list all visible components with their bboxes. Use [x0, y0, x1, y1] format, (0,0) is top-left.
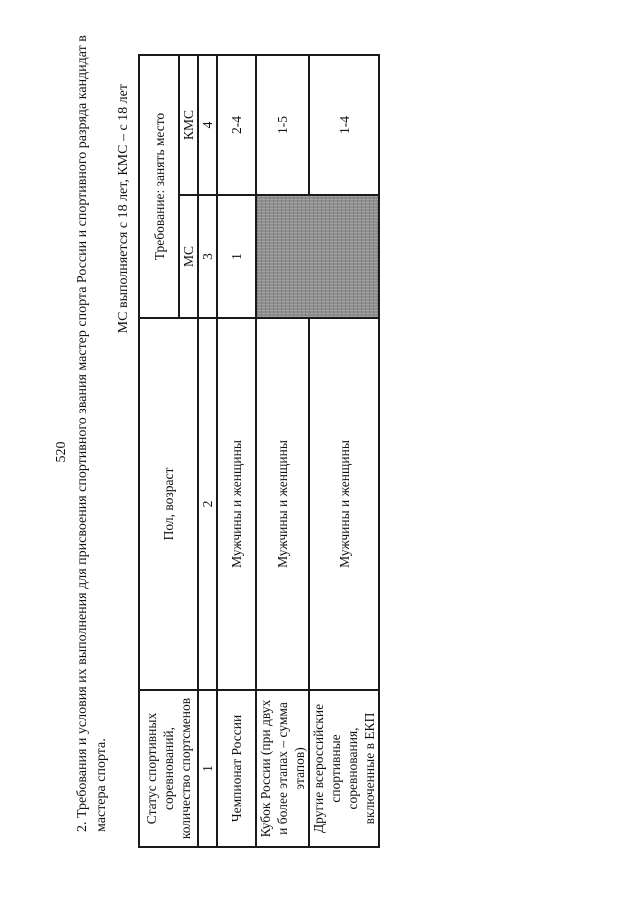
header-status: Статус спортивных соревнований, количество спортсменов — [139, 690, 198, 847]
row-status: Кубок России (при двух и более этапах – сумма этапов) — [256, 690, 309, 847]
row-kms-place: 1-4 — [309, 55, 379, 195]
column-number: 2 — [198, 318, 217, 690]
row-kms-place: 2-4 — [217, 55, 256, 195]
table-row — [256, 55, 309, 847]
age-requirement-note: МС выполняется с 18 лет, КМС – с 18 лет — [116, 84, 131, 334]
row-status: Чемпионат России — [217, 690, 256, 847]
shaded-empty-cell — [256, 195, 379, 318]
row-gender: Мужчины и женщины — [256, 318, 309, 690]
column-number-row — [198, 55, 217, 847]
row-status: Другие всероссийские спортивные соревнования, включенные в ЕКП — [309, 690, 379, 847]
page-number: 520 — [54, 441, 69, 463]
column-number: 4 — [198, 55, 217, 195]
table-row — [309, 55, 379, 847]
column-number: 1 — [198, 690, 217, 847]
header-ms: МС — [179, 195, 198, 318]
column-number: 3 — [198, 195, 217, 318]
requirements-table — [138, 54, 380, 848]
rotated-document-page — [20, 22, 620, 882]
row-kms-place: 1-5 — [256, 55, 309, 195]
row-gender: Мужчины и женщины — [217, 318, 256, 690]
header-kms: КМС — [179, 55, 198, 195]
table-row — [217, 55, 256, 847]
header-requirement: Требование: занять место — [139, 55, 179, 318]
row-gender: Мужчины и женщины — [309, 318, 379, 690]
section-heading: 2. Требования и условия их выполнения для присвоения спортивного звания мастер спорта России и спортивного разряда кандидат в мастера спорта. — [75, 35, 109, 832]
table-header-row — [139, 55, 179, 847]
row-ms-place: 1 — [217, 195, 256, 318]
header-gender-age: Пол, возраст — [139, 318, 198, 690]
